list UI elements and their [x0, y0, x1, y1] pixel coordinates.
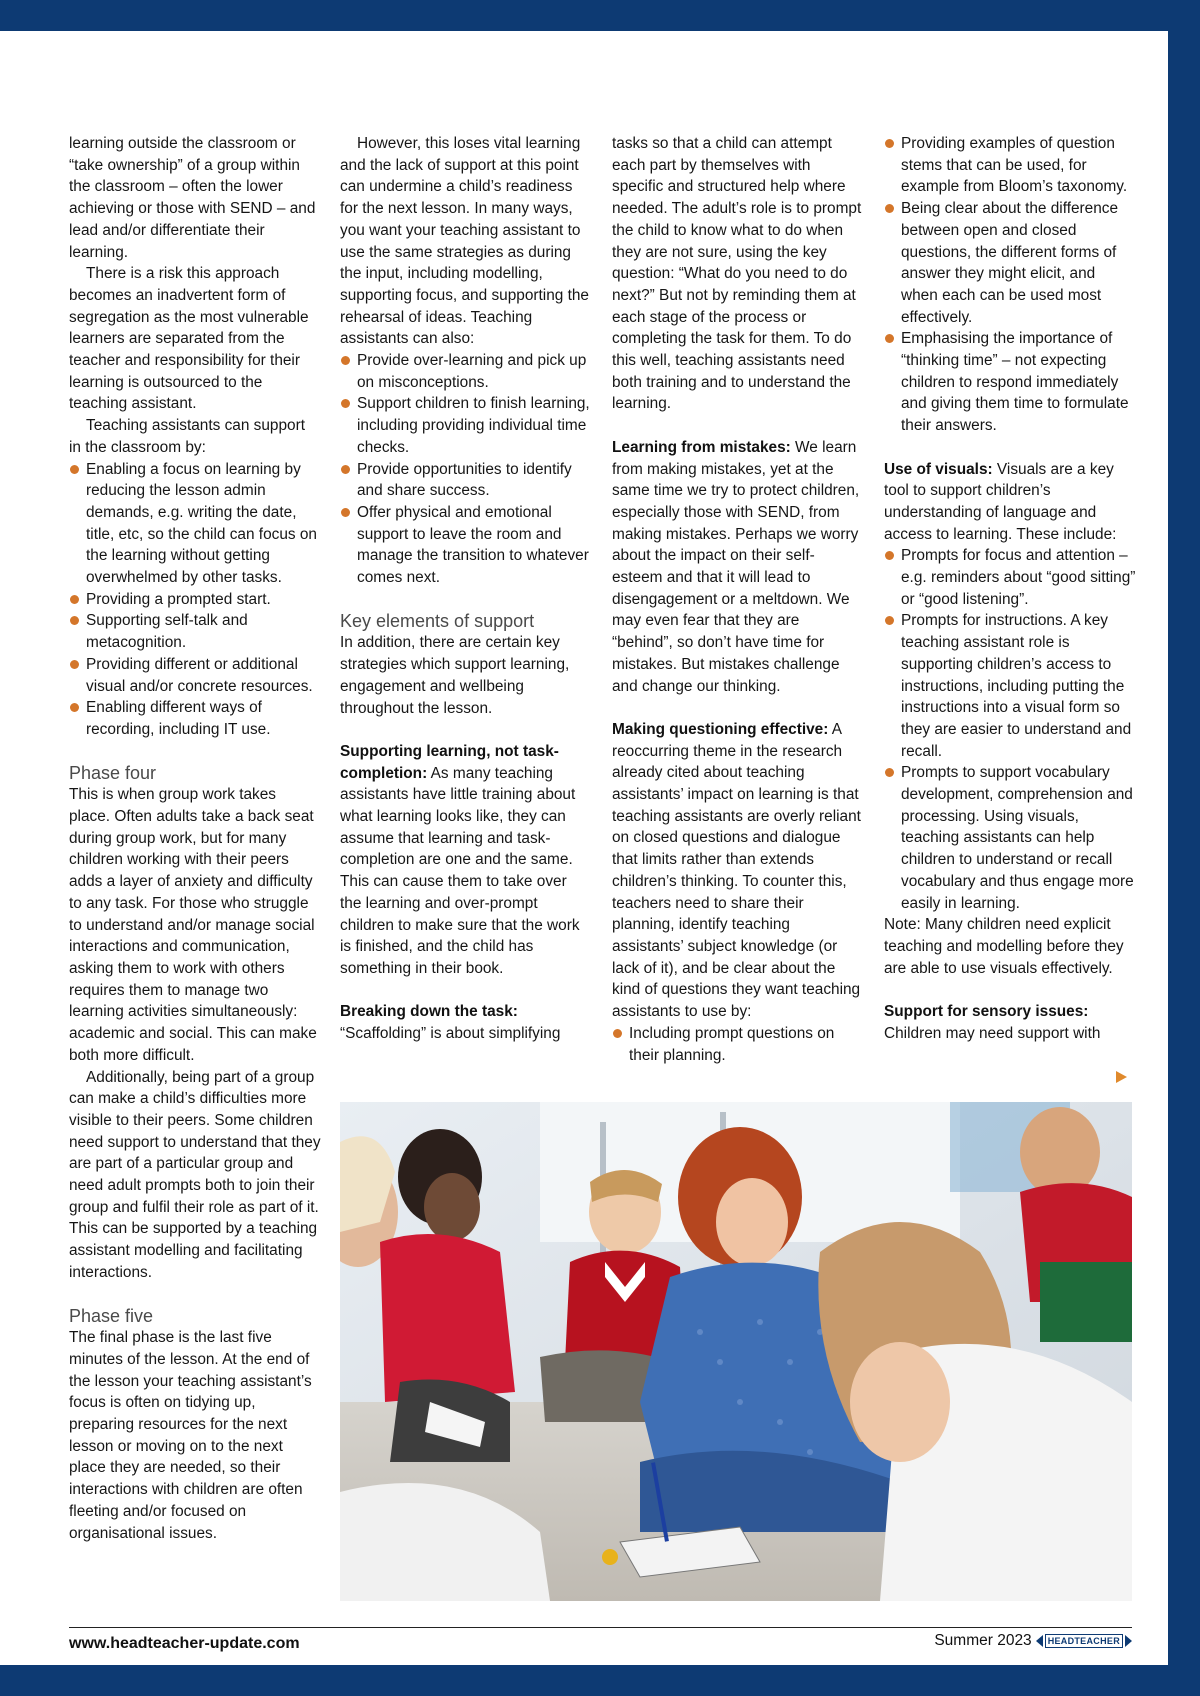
- paragraph: This is when group work takes place. Often adults take a back seat during group work, but for many children working with their peers adds a layer of anxiety and difficulty to any task. For those who struggle to understand and/or manage social interactions and communication, asking them to work with others requires them to manage two learning activities simultaneously: academic and social. This can make both more difficult.: [69, 786, 317, 1064]
- list-item: Providing examples of question stems that can be used, for example from Bloom’s taxonomy.: [884, 133, 1136, 198]
- heading-phase-four: Phase four: [69, 763, 157, 784]
- bullet-list: [884, 133, 1136, 437]
- paragraph: Making questioning effective: A reoccurring theme in the research already cited about teaching assistants’ impact on learning is that teaching assistants are overly reliant on closed questions and dialogue that limits rather than extends children’s thinking. To counter this, teachers need to share their planning, identify teaching assistants’ subject knowledge (or lack of it), and be clear about the kind of questions they want teaching assistants to use by:: [612, 720, 861, 1021]
- paragraph: There is a risk this approach becomes an inadvertent form of segregation as the most vulnerable learners are separated from the teacher and responsibility for their learning is outsourced to the teaching assistant.: [69, 265, 309, 413]
- heading-key-elements: Key elements of support: [340, 611, 535, 632]
- list-item: Supporting self-talk and metacognition.: [69, 610, 321, 653]
- list-item: Being clear about the difference between open and closed questions, the different forms of answer they might elicit, and when each can be used most effectively.: [884, 198, 1136, 328]
- subheading: Supporting learning, not task-completion:: [340, 742, 559, 782]
- heading-phase-five: Phase five: [69, 1306, 154, 1327]
- continue-arrow-icon: [1116, 1071, 1127, 1083]
- bullet-list: [612, 1023, 864, 1066]
- paragraph: Learning from mistakes: We learn from making mistakes, yet at the same time we try to protect children, especially those with SEND, from making mistakes. Perhaps we worry about the impact on their self-esteem and that it will lead to disengagement or a meltdown. We may even fear that they are “behind”, so don’t have time for mistakes. But mistakes challenge and change our thinking.: [612, 438, 860, 695]
- paragraph: The final phase is the last five minutes of the lesson. At the end of the lesson your teaching assistant’s focus is often on tidying up, preparing resources for the next lesson or moving on to the next place they are needed, so their interactions with children are often fleeting and/or focused on organisational issues.: [69, 1329, 312, 1542]
- paragraph: Children may need support with: [884, 1024, 1101, 1042]
- footer-issue: [934, 1632, 1132, 1650]
- subheading: Breaking down the task:: [340, 1003, 518, 1021]
- list-item: Prompts for focus and attention – e.g. reminders about “good sitting” or “good listening”.: [884, 545, 1136, 610]
- list-item: Provide over-learning and pick up on misconceptions.: [340, 350, 592, 393]
- list-item: Providing different or additional visual and/or concrete resources.: [69, 654, 321, 697]
- list-item: Emphasising the importance of “thinking time” – not expecting children to respond immediately and giving them time to formulate their answers.: [884, 328, 1136, 437]
- next-page-icon[interactable]: [1125, 1635, 1132, 1647]
- bullet-list: [69, 459, 321, 741]
- subheading: Support for sensory issues:: [884, 1003, 1089, 1021]
- paragraph: Use of visuals: Visuals are a key tool to support children’s understanding of language and access to learning. These include:: [884, 460, 1117, 543]
- paragraph: learning outside the classroom or “take ownership” of a group within the classroom – often the lower achieving or those with SEND – and lead and/or differentiate their learning.: [69, 135, 316, 261]
- list-item: Enabling a focus on learning by reducing the lesson admin demands, e.g. writing the date, title, etc, so the child can focus on the learning without getting overwhelmed by other tasks.: [69, 459, 321, 589]
- paragraph: Additionally, being part of a group can make a child’s difficulties more visible to their peers. Some children need support to understand that they are part of a particular group and need adult prompts both to join their group and fulfil their role as part of it. This can be supported by a teaching assistant modelling and facilitating interactions.: [69, 1068, 321, 1281]
- headteacher-logo: [1036, 1634, 1132, 1648]
- paragraph: Teaching assistants can support in the classroom by:: [69, 417, 306, 456]
- list-item: Enabling different ways of recording, including IT use.: [69, 697, 321, 740]
- list-item: Offer physical and emotional support to leave the room and manage the transition to whatever comes next.: [340, 502, 592, 589]
- list-item: Support children to finish learning, including providing individual time checks.: [340, 393, 592, 458]
- paragraph: Supporting learning, not task-completion: As many teaching assistants have little training about what learning looks like, they can assume that learning and task-completion are one and the same. This can cause them to take over the learning and over-prompt children to make sure that the work is finished, and the child has something in their book.: [340, 742, 580, 977]
- list-item: Including prompt questions on their planning.: [612, 1023, 864, 1066]
- footer-rule: [69, 1627, 1132, 1628]
- list-item: Prompts for instructions. A key teaching assistant role is supporting children’s access to instructions, including putting the instructions into a visual form so they are easier to understand and recall.: [884, 610, 1136, 762]
- column-1: [69, 133, 321, 1544]
- column-3: [612, 133, 864, 1066]
- list-item: Provide opportunities to identify and share success.: [340, 459, 592, 502]
- list-item: Prompts to support vocabulary development, comprehension and processing. Using visuals, teaching assistants can help children to understand or recall vocabulary and thus engage more easily in learning.: [884, 762, 1136, 914]
- classroom-photo: [340, 1102, 1132, 1601]
- subheading: Use of visuals:: [884, 460, 993, 478]
- paragraph: Note: Many children need explicit teaching and modelling before they are able to use visuals effectively.: [884, 916, 1124, 977]
- bullet-list: [884, 545, 1136, 914]
- issue-date: Summer 2023: [934, 1632, 1032, 1649]
- list-item: Providing a prompted start.: [69, 589, 321, 611]
- column-4: [884, 133, 1136, 1045]
- paragraph: In addition, there are certain key strategies which support learning, engagement and wellbeing throughout the lesson.: [340, 634, 570, 717]
- paragraph: However, this loses vital learning and the lack of support at this point can undermine a child’s readiness for the next lesson. In many ways, you want your teaching assistant to use the same strategies as during the input, including modelling, supporting focus, and supporting the rehearsal of ideas. Teaching assistants can also:: [340, 135, 589, 348]
- paragraph: tasks so that a child can attempt each part by themselves with specific and structured help where needed. The adult’s role is to prompt the child to know what to do when they are not sure, using the key question: “What do you need to do next?” But not by reminding them at each stage of the process or completing the task for them. To do this well, teaching assistants need both training and to understand the learning.: [612, 135, 862, 413]
- subheading: Learning from mistakes:: [612, 438, 791, 456]
- logo-text: HEADTEACHER: [1045, 1634, 1123, 1648]
- bullet-list: [340, 350, 592, 589]
- subheading: Making questioning effective:: [612, 720, 829, 738]
- column-2: [340, 133, 592, 1045]
- previous-page-icon[interactable]: [1036, 1635, 1043, 1647]
- page: [0, 31, 1168, 1665]
- website-url[interactable]: www.headteacher-update.com: [69, 1635, 300, 1652]
- paragraph: “Scaffolding” is about simplifying: [340, 1025, 561, 1043]
